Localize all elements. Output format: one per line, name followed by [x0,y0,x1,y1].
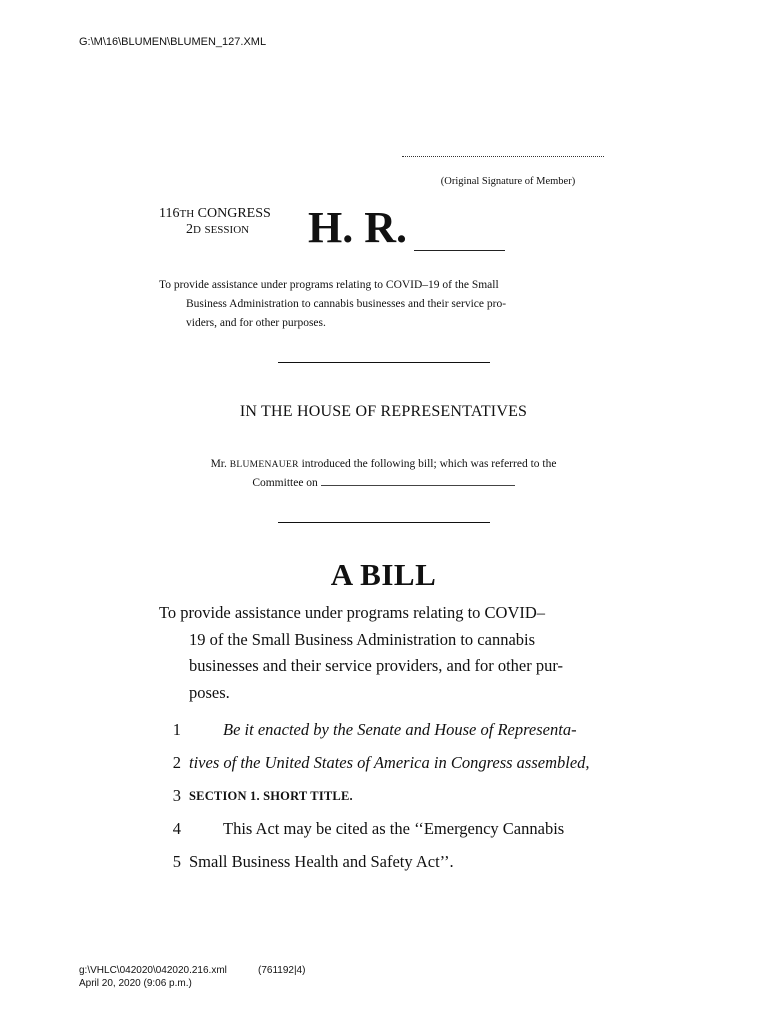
sponsor-name: BLUMENAUER [229,460,299,470]
file-path: G:\M\16\BLUMEN\BLUMEN_127.XML [79,36,267,48]
enacting-clause: Be it enacted by the Senate and House of Representa- [223,720,577,739]
long-title-line: 19 of the Small Business Administration to cannabis [189,629,536,649]
chamber-heading: IN THE HOUSE OF REPRESENTATIVES [239,403,528,420]
congress-number: 116 [159,206,180,221]
divider-rule [278,362,490,363]
signature-line [402,156,604,157]
session-number: 2 [186,222,193,237]
short-title-line: To provide assistance under programs relating to COVID–19 of the Small [159,279,499,291]
footer [79,964,306,990]
congress-word: CONGRESS [197,206,271,221]
footer-doc-id: (761192|4) [258,965,306,976]
section-text: Small Business Health and Safety Act’’. [189,852,454,871]
short-title [159,276,613,333]
long-title-line: poses. [189,682,230,702]
session-suffix: D [193,224,201,236]
body-line [159,720,611,750]
long-title-line: businesses and their service providers, and for other pur- [189,656,564,675]
line-number: 3 [172,786,181,805]
line-number: 4 [172,819,181,838]
section-heading: SECTION 1. SHORT TITLE. [189,789,353,803]
line-number: 1 [172,720,181,739]
line-number: 5 [172,852,181,871]
short-title-line: viders, and for other purposes. [186,317,326,329]
body-line [159,786,611,816]
bill-heading: A BILL [330,557,437,592]
committee-label: Committee on [252,477,318,489]
line-number: 2 [172,753,181,772]
introduction [159,455,608,492]
committee-blank [321,475,515,486]
body-line [159,819,611,849]
divider-rule [278,522,490,523]
intro-text: introduced the following bill; which was referred to the [301,458,557,470]
bill-number-blank [414,250,505,251]
long-title [159,600,611,706]
section-text: This Act may be cited as the ‘‘Emergency Cannabis [223,819,565,838]
session-word: SESSION [204,224,250,236]
footer-file: g:\VHLC\042020\042020.216.xml [79,965,227,976]
body-line [159,852,611,882]
bill-designation: H. R. [308,203,407,252]
footer-timestamp: April 20, 2020 (9:06 p.m.) [79,978,192,989]
congress-suffix: TH [179,208,195,220]
session-label [186,222,249,238]
congress-label [159,206,271,222]
long-title-line: To provide assistance under programs relating to COVID– [159,603,546,622]
enacting-clause: tives of the United States of America in Congress assembled, [189,753,590,772]
sponsor-prefix: Mr. [210,458,227,470]
short-title-line: Business Administration to cannabis businesses and their service pro- [186,298,507,310]
signature-label: (Original Signature of Member) [440,176,576,187]
body-line [159,753,611,783]
